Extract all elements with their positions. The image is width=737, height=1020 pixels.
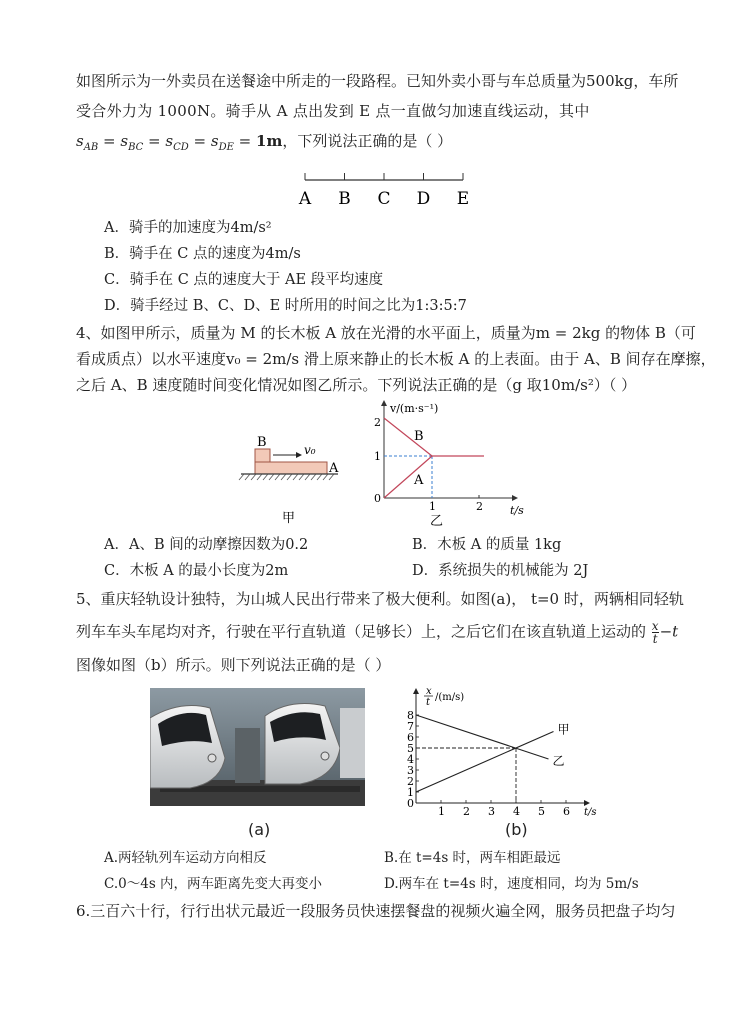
y-tick-label: 2 — [407, 775, 414, 788]
q5-line2-text: 列车车头车尾均对齐，行驶在平行直轨道（足够长）上，之后它们在该直轨道上运动的 — [76, 622, 647, 641]
y-axis-label-unit: /(m/s) — [435, 692, 465, 703]
y-axis-label: x — [426, 686, 432, 697]
y-tick-label: 7 — [407, 720, 414, 733]
series-line-yi — [416, 715, 549, 759]
jia-label-a: A — [329, 461, 339, 476]
yi-xtick-2: 2 — [476, 500, 483, 513]
q4-figure-yi — [364, 398, 524, 528]
block-b — [255, 449, 270, 462]
arrow-icon — [296, 452, 302, 458]
jia-caption: 甲 — [282, 511, 296, 526]
q5-option-d[interactable]: D.两车在 t=4s 时，速度相同，均为 5m/s — [384, 876, 639, 892]
yi-xtick-1: 1 — [429, 500, 436, 513]
q4-line1: 4、如图甲所示，质量为 M 的长木板 A 放在光滑的水平面上，质量为m = 2kg 的物体 B（可 — [76, 324, 696, 342]
q5-fraction: $\frac{x}{t}$ — [651, 619, 659, 646]
yi-caption: 乙 — [430, 514, 444, 528]
y-tick-label: 5 — [407, 742, 414, 755]
q3-point-c: C — [377, 189, 391, 209]
q5-line1: 5、重庆轻轨设计独特，为山城人民出行带来了极大便利。如图(a)， t=0 时，两辆相同轻轨 — [76, 590, 684, 608]
q3-point-e: E — [456, 189, 470, 209]
yi-ytick-1: 1 — [374, 450, 381, 463]
q3-point-d: D — [416, 189, 431, 209]
y-tick-label: 3 — [407, 764, 414, 777]
x-axis-label: t/s — [584, 807, 597, 816]
x-tick-label: 3 — [488, 805, 495, 816]
yi-line-b — [384, 418, 432, 456]
q4-line2: 看成质点）以水平速度v₀ = 2m/s 滑上原来静止的长木板 A 的上表面。由于 A、B 间存在摩擦， — [76, 350, 716, 368]
q5-option-c[interactable]: C.0～4s 内，两车距离先变大再变小 — [104, 876, 323, 892]
x-tick-label: 4 — [513, 805, 520, 816]
x-axis-arrow — [584, 800, 590, 806]
q3-option-b[interactable]: B．骑手在 C 点的速度为4m/s — [104, 246, 301, 262]
y-axis-arrow — [413, 688, 419, 694]
q3-point-a: A — [298, 189, 312, 209]
q3-track-diagram — [295, 168, 475, 210]
q3-option-d[interactable]: D．骑手经过 B、C、D、E 时所用的时间之比为1:3:5:7 — [104, 298, 467, 314]
q5-option-a[interactable]: A.两轻轨列车运动方向相反 — [104, 850, 267, 866]
q3-line3-text: ，下列说法正确的是（ ） — [282, 132, 453, 150]
y-tick-label: 6 — [407, 731, 414, 744]
q6-line1: 6.三百六十行，行行出状元最近一段服务员快速摆餐盘的视频火遍全网，服务员把盘子均匀 — [76, 902, 676, 920]
q3-option-c[interactable]: C．骑手在 C 点的速度大于 AE 段平均速度 — [104, 272, 384, 288]
q3-option-a[interactable]: A．骑手的加速度为4m/s² — [104, 220, 272, 236]
light-rail-photo — [150, 688, 365, 806]
series-label-jia: 甲 — [557, 722, 570, 737]
q4-option-a[interactable]: A．A、B 间的动摩擦因数为0.2 — [104, 537, 309, 553]
q3-line3 — [76, 130, 452, 159]
q3-formula: $s_{AB} = s_{BC} = s_{CD} = s_{DE} = 1m$ — [76, 132, 283, 153]
q4-option-d[interactable]: D．系统损失的机械能为 2J — [412, 563, 589, 579]
series-line-jia — [416, 732, 554, 793]
y-tick-label: 4 — [407, 753, 414, 766]
q3-line2: 受合外力为 1000N。骑手从 A 点出发到 E 点一直做匀加速直线运动，其中 — [76, 102, 590, 120]
x-tick-label: 2 — [463, 805, 470, 816]
q4-option-c[interactable]: C．木板 A 的最小长度为2m — [104, 563, 289, 579]
q5-option-b[interactable]: B.在 t=4s 时，两车相距最远 — [384, 850, 561, 866]
q5-chart-b — [386, 686, 601, 816]
q3-line1: 如图所示为一外卖员在送餐途中所走的一段路程。已知外卖小哥与车总质量为500kg，车所 — [76, 72, 679, 90]
x-tick-label: 1 — [438, 805, 445, 816]
series-label-yi: 乙 — [552, 754, 565, 768]
board-a — [255, 462, 327, 474]
chart-caption-b: (b) — [505, 820, 528, 839]
q4-figure-jia — [238, 430, 358, 530]
q5-line2 — [76, 620, 678, 645]
photo-caption-a: (a) — [248, 820, 271, 839]
yi-ytick-0: 0 — [374, 492, 381, 505]
yi-line-a — [384, 456, 432, 498]
y-tick-label: 1 — [407, 786, 414, 799]
x-tick-label: 5 — [538, 805, 545, 816]
y-tick-label: 0 — [407, 797, 414, 810]
q5-minus-t: −t — [659, 622, 679, 641]
yi-ylabel: v/(m·s⁻¹) — [390, 402, 439, 415]
y-axis-label: t — [426, 697, 431, 708]
q4-line3: 之后 A、B 速度随时间变化情况如图乙所示。下列说法正确的是（g 取10m/s²）（ ） — [76, 376, 637, 394]
q4-option-b[interactable]: B．木板 A 的质量 1kg — [412, 537, 562, 553]
yi-ytick-2: 2 — [374, 416, 381, 429]
jia-label-v0: v₀ — [304, 443, 316, 457]
jia-label-b: B — [257, 435, 267, 450]
x-tick-label: 6 — [563, 805, 570, 816]
y-tick-label: 8 — [407, 709, 414, 722]
q3-point-b: B — [338, 189, 351, 209]
yi-xlabel: t/s — [510, 504, 524, 517]
yi-label-b: B — [414, 429, 424, 444]
yi-label-a: A — [414, 473, 424, 488]
q5-line3: 图像如图（b）所示。则下列说法正确的是（ ） — [76, 656, 391, 674]
